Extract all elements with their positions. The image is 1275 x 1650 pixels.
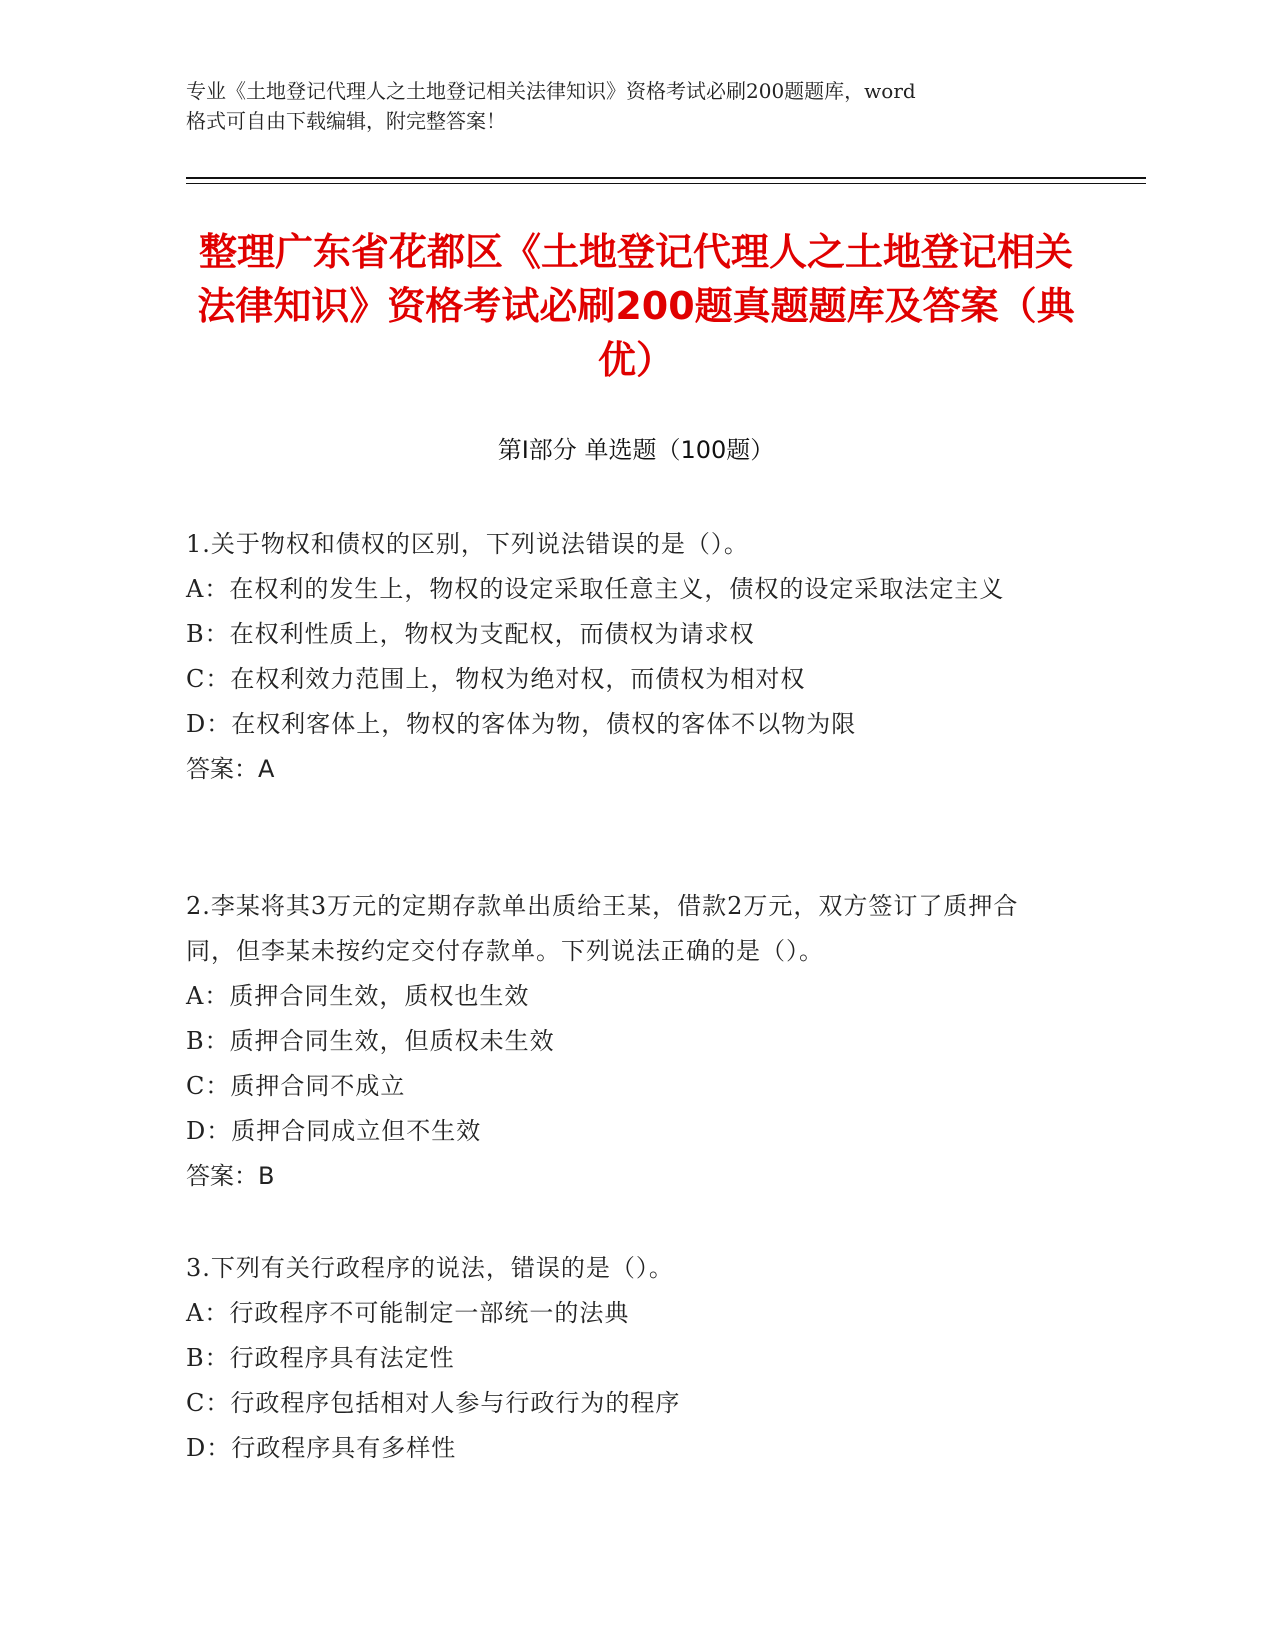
header-note: 专业《土地登记代理人之土地登记相关法律知识》资格考试必刷200题题库，word 格式可自由下载编辑，附完整答案！ xyxy=(186,79,916,133)
option-d: D：质押合同成立但不生效 xyxy=(186,1117,482,1145)
question-stem: 3.下列有关行政程序的说法，错误的是（）。 xyxy=(186,1254,674,1282)
header-rule-thin xyxy=(186,183,1146,184)
option-d: D：在权利客体上，物权的客体为物，债权的客体不以物为限 xyxy=(186,710,857,738)
option-d: D：行政程序具有多样性 xyxy=(186,1434,457,1462)
option-a: A：质押合同生效，质权也生效 xyxy=(186,982,530,1010)
question-stem: 2.李某将其3万元的定期存款单出质给王某，借款2万元，双方签订了质押合同，但李某未按约定交付存款单。下列说法正确的是（）。 xyxy=(186,892,1019,965)
question-1 xyxy=(186,522,1066,792)
header-rule-thick xyxy=(186,177,1146,179)
option-a: A：行政程序不可能制定一部统一的法典 xyxy=(186,1299,630,1327)
question-2 xyxy=(186,884,1066,1199)
option-c: C：质押合同不成立 xyxy=(186,1072,406,1100)
option-b: B：行政程序具有法定性 xyxy=(186,1344,455,1372)
option-b: B：在权利性质上，物权为支配权，而债权为请求权 xyxy=(186,620,755,648)
answer-label: 答案：A xyxy=(186,755,275,783)
option-a: A：在权利的发生上，物权的设定采取任意主义，债权的设定采取法定主义 xyxy=(186,575,1005,603)
document-title: 整理广东省花都区《土地登记代理人之土地登记相关法律知识》资格考试必刷200题真题题库及答案（典优） xyxy=(197,230,1075,382)
option-c: C：行政程序包括相对人参与行政行为的程序 xyxy=(186,1389,681,1417)
question-stem: 1.关于物权和债权的区别，下列说法错误的是（）。 xyxy=(186,530,749,558)
question-3 xyxy=(186,1246,1066,1471)
section-title: 第Ⅰ部分 单选题（100题） xyxy=(497,436,775,464)
answer-label: 答案：B xyxy=(186,1162,275,1190)
option-b: B：质押合同生效，但质权未生效 xyxy=(186,1027,555,1055)
option-c: C：在权利效力范围上，物权为绝对权，而债权为相对权 xyxy=(186,665,806,693)
